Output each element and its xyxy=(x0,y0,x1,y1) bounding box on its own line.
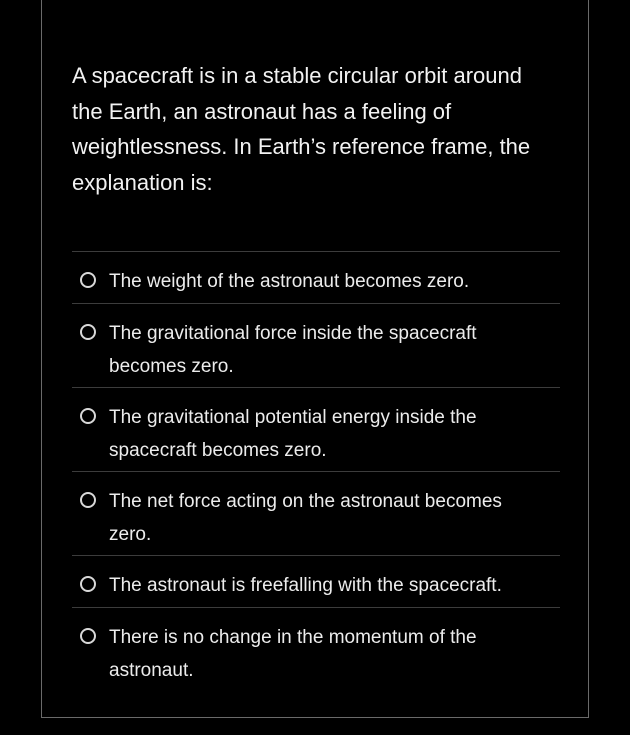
option-5[interactable] xyxy=(72,556,560,608)
option-4[interactable] xyxy=(72,472,560,556)
option-2[interactable] xyxy=(72,304,560,388)
option-label: The net force acting on the astronaut becomes zero. xyxy=(109,491,502,545)
option-label: The gravitational potential energy inside the spacecraft becomes zero. xyxy=(109,407,477,461)
answer-options xyxy=(72,251,560,692)
radio-button-icon[interactable] xyxy=(80,492,96,508)
option-label: The astronaut is freefalling with the spacecraft. xyxy=(109,575,502,596)
option-label: There is no change in the momentum of the astronaut. xyxy=(109,627,477,681)
radio-button-icon[interactable] xyxy=(80,576,96,592)
radio-button-icon[interactable] xyxy=(80,628,96,644)
radio-button-icon[interactable] xyxy=(80,272,96,288)
option-label: The weight of the astronaut becomes zero. xyxy=(109,271,470,292)
option-3[interactable] xyxy=(72,388,560,472)
radio-button-icon[interactable] xyxy=(80,324,96,340)
radio-button-icon[interactable] xyxy=(80,408,96,424)
question-card xyxy=(41,0,589,718)
option-label: The gravitational force inside the spacecraft becomes zero. xyxy=(109,323,477,377)
question-text: A spacecraft is in a stable circular orbit around the Earth, an astronaut has a feeling of weightlessness. In Earth’s reference frame, the explanation is: xyxy=(72,63,531,195)
option-6[interactable] xyxy=(72,608,560,692)
option-1[interactable] xyxy=(72,252,560,304)
